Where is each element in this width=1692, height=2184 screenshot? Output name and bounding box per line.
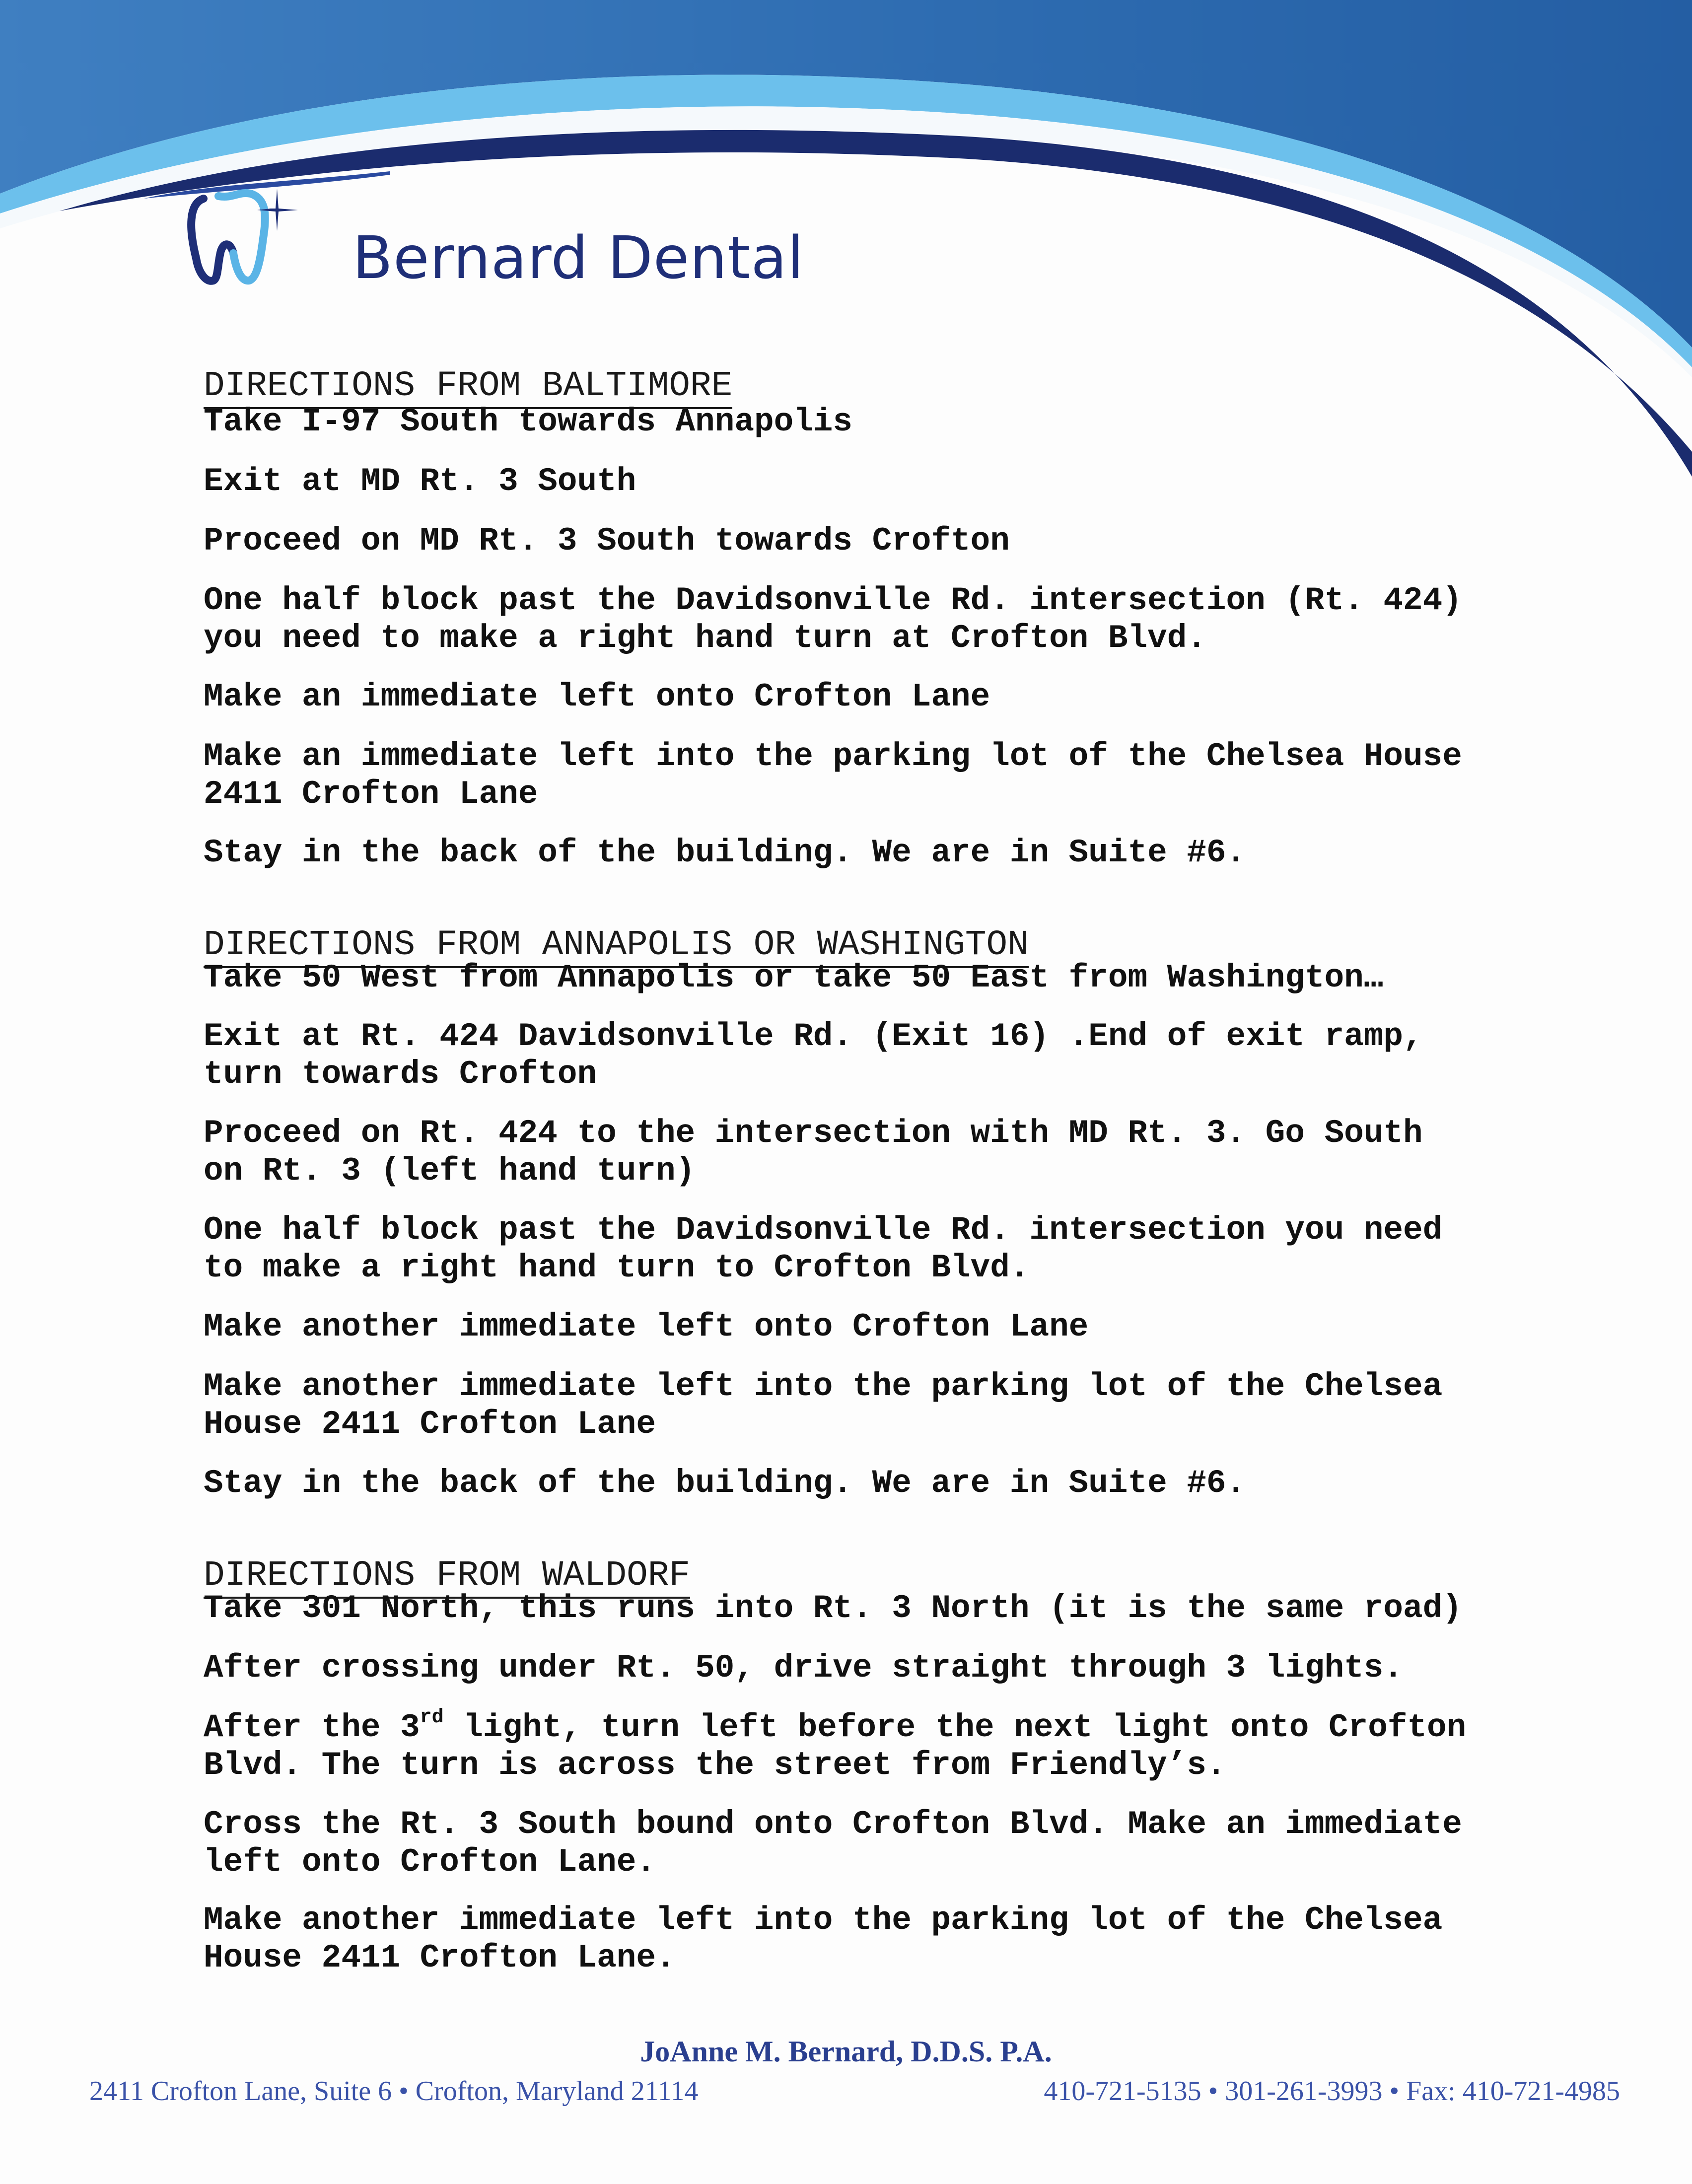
step-annapolis-3: Proceed on Rt. 424 to the intersection with MD Rt. 3. Go South on Rt. 3 (left hand turn) [204,1115,1423,1190]
step-waldorf-3: After the 3rd light, turn left before the next light onto Crofton Blvd. The turn is across the street from Friendly’s. [204,1706,1467,1784]
step-waldorf-2: After crossing under Rt. 50, drive straight through 3 lights. [204,1649,1403,1687]
step-annapolis-2: Exit at Rt. 424 Davidsonville Rd. (Exit 16) .End of exit ramp, turn towards Crofton [204,1018,1423,1093]
brand-name: Bernard Dental [352,223,804,292]
step-baltimore-3: Proceed on MD Rt. 3 South towards Crofton [204,522,1010,560]
step-waldorf-1: Take 301 North, this runs into Rt. 3 North (it is the same road) [204,1590,1462,1627]
step-annapolis-6: Make another immediate left into the parking lot of the Chelsea House 2411 Crofton Lane [204,1368,1443,1443]
footer-practice-name: JoAnne M. Bernard, D.D.S. P.A. [640,2035,1052,2068]
section-heading-annapolis-washington: DIRECTIONS FROM ANNAPOLIS OR WASHINGTON [204,926,1029,968]
step-annapolis-5: Make another immediate left onto Crofton Lane [204,1308,1089,1345]
step-baltimore-6: Make an immediate left into the parking lot of the Chelsea House 2411 Crofton Lane [204,738,1462,813]
step-waldorf-5: Make another immediate left into the parking lot of the Chelsea House 2411 Crofton Lane. [204,1902,1443,1976]
step-annapolis-4: One half block past the Davidsonville Rd. intersection you need to make a right hand turn to Crofton Blvd. [204,1211,1443,1286]
step-baltimore-4: One half block past the Davidsonville Rd. intersection (Rt. 424) you need to make a right hand turn at Crofton Blvd. [204,582,1462,657]
step-annapolis-7: Stay in the back of the building. We are in Suite #6. [204,1465,1246,1502]
step-annapolis-1: Take 50 West from Annapolis or take 50 East from Washington… [204,959,1384,996]
footer-phone-numbers: 410-721-5135 • 301-261-3993 • Fax: 410-721-4985 [1044,2076,1620,2107]
step-baltimore-5: Make an immediate left onto Crofton Lane [204,678,990,715]
step-waldorf-4: Cross the Rt. 3 South bound onto Crofton Blvd. Make an immediate left onto Crofton Lane. [204,1806,1462,1881]
section-heading-waldorf: DIRECTIONS FROM WALDORF [204,1556,690,1599]
step-baltimore-1: Take I-97 South towards Annapolis [204,403,853,440]
footer-address: 2411 Crofton Lane, Suite 6 • Crofton, Maryland 21114 [89,2076,699,2107]
section-heading-baltimore: DIRECTIONS FROM BALTIMORE [204,367,732,409]
step-baltimore-2: Exit at MD Rt. 3 South [204,463,636,500]
step-baltimore-7: Stay in the back of the building. We are in Suite #6. [204,834,1246,871]
